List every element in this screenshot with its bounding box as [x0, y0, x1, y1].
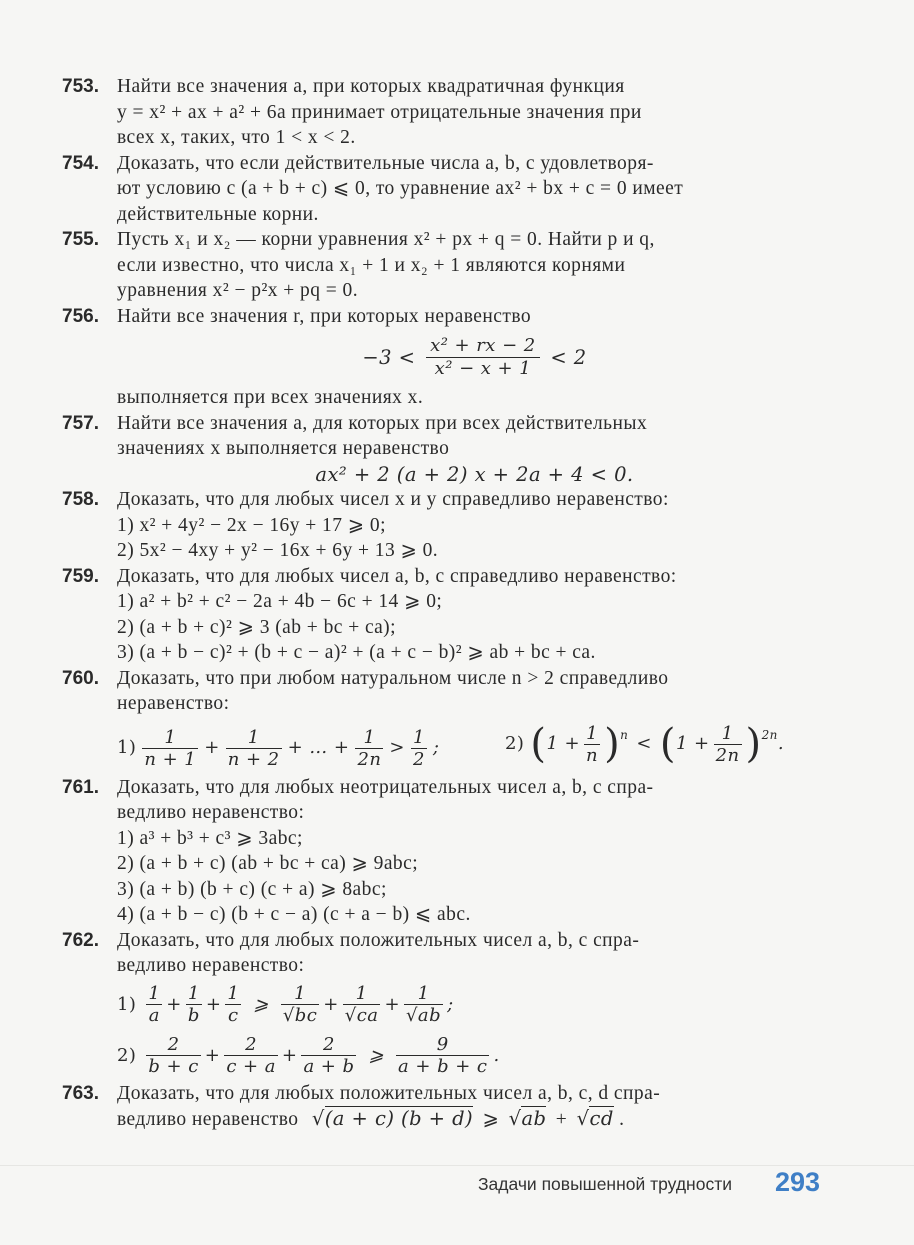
operator: + — [555, 1109, 568, 1130]
fraction — [355, 727, 383, 770]
problem-list — [62, 74, 832, 1133]
problem-text-line: Доказать, что для любых положительных чисел a, b, c, d спра- — [117, 1082, 661, 1104]
fraction — [146, 1034, 200, 1077]
problem-text-line: Пусть x₁ и x₂ — корни уравнения x² + px + q = 0. Найти p и q, — [117, 229, 655, 250]
plus-operator: + — [323, 993, 339, 1015]
plus-operator: + — [281, 1044, 298, 1066]
fraction-numerator: 1 — [148, 983, 161, 1004]
formula-term: 1 + — [675, 733, 710, 755]
fraction-numerator: 1 — [714, 723, 742, 745]
fraction — [225, 983, 241, 1026]
problem-number: 760. — [62, 667, 99, 689]
problem-text-line: ведливо неравенство: — [117, 802, 305, 823]
inequality-formula: ax² + 2 (a + 2) x + 2a + 4 < 0. — [315, 462, 634, 486]
sqrt-sign: √ — [508, 1107, 522, 1130]
subitem-label: 1) — [117, 737, 137, 759]
fraction — [404, 983, 443, 1026]
problem-text-line: y = x² + ax + a² + 6a принимает отрицательные значения при — [117, 101, 642, 123]
fraction-denominator: b + c — [148, 1056, 199, 1077]
problem-text-line: неравенство: — [117, 693, 230, 714]
problem-text-line: Доказать, что если действительные числа a, b, c удовлетворя- — [117, 152, 654, 174]
fraction — [301, 1034, 356, 1077]
problem-text-line: выполняется при всех значениях x. — [117, 387, 424, 408]
section-title: Задачи повышенной трудности — [477, 1174, 732, 1194]
fraction-numerator: 1 — [343, 983, 381, 1005]
sqrt-radicand: ab — [521, 1107, 547, 1130]
fraction — [396, 1034, 489, 1077]
problem-text-line: значениях x выполняется неравенство — [117, 438, 450, 459]
problem-number: 755. — [62, 229, 99, 250]
fraction-numerator: 1 — [412, 726, 425, 748]
fraction-numerator: 1 — [404, 983, 443, 1005]
fraction-denominator: a + b + c — [398, 1056, 488, 1077]
fraction-numerator: 2 — [146, 1034, 200, 1056]
paren-open: ( — [659, 721, 676, 767]
operator: > — [389, 737, 405, 759]
problem-762 — [62, 928, 832, 1081]
problem-text: ведливо неравенство — [117, 1109, 299, 1130]
problem-subitem: 1) x² + 4y² − 2x − 16y + 17 ⩾ 0; — [117, 514, 386, 536]
punctuation: ; — [447, 993, 454, 1015]
subitem-1 — [117, 979, 832, 1031]
problem-text-line: всех x, таких, что 1 < x < 2. — [117, 127, 356, 148]
problem-text-line: Доказать, что для любых чисел x и y справедливо неравенство: — [117, 489, 669, 510]
subitem-1 — [117, 727, 439, 770]
fraction-denominator: x² − x + 1 — [434, 358, 532, 379]
problem-subitem: 1) a² + b² + c² − 2a + 4b − 6c + 14 ⩾ 0; — [117, 591, 443, 612]
fraction — [226, 727, 282, 770]
paren-close: ) — [604, 721, 621, 767]
problem-text-line: Найти все значения a, при которых квадратичная функция — [117, 76, 625, 97]
problem-number: 759. — [62, 565, 99, 587]
sqrt-sign: √ — [576, 1107, 590, 1130]
fraction-denominator: c + a — [226, 1056, 276, 1077]
operator: < — [636, 733, 652, 755]
fraction-numerator: x² + rx − 2 — [426, 335, 540, 358]
fraction-denominator — [281, 1005, 319, 1026]
problem-753 — [62, 74, 832, 151]
fraction — [584, 723, 600, 766]
problem-756 — [62, 304, 832, 411]
problem-number: 763. — [62, 1082, 99, 1104]
plus-operator: + — [204, 1044, 221, 1066]
problem-last-line — [117, 1106, 832, 1133]
fraction-numerator: 2 — [301, 1034, 356, 1056]
punctuation: . — [777, 733, 785, 755]
fraction-numerator: 1 — [227, 983, 240, 1004]
sqrt-expression — [577, 1106, 614, 1130]
fraction — [224, 1034, 278, 1077]
fraction-denominator: n + 2 — [227, 748, 280, 770]
problem-text-line: Доказать, что при любом натуральном числе n > 2 справедливо — [117, 667, 669, 689]
fraction — [281, 983, 319, 1026]
fraction — [186, 983, 202, 1026]
sqrt-radicand: ca — [356, 1005, 379, 1026]
problem-subitem: 3) (a + b − c)² + (b + c − a)² + (a + c − b)² ⩾ ab + bc + ca. — [117, 642, 596, 663]
problem-text-line: ют условию c (a + b + c) ⩽ 0, то уравнение ax² + bx + c = 0 имеет — [117, 178, 684, 199]
problem-text-line: действительные корни. — [117, 203, 319, 225]
problem-number: 761. — [62, 776, 99, 798]
problem-subitem: 3) (a + b) (b + c) (c + a) ⩾ 8abc; — [117, 878, 387, 900]
fraction — [146, 983, 162, 1026]
inequality-formula — [117, 335, 832, 383]
plus-operator: + — [384, 993, 400, 1015]
fraction — [411, 727, 427, 770]
sqrt-sign: √ — [282, 1005, 295, 1026]
subitem-label: 2) — [117, 1044, 137, 1066]
problem-760 — [62, 666, 832, 775]
fraction — [426, 335, 540, 380]
paren-open: ( — [530, 721, 547, 767]
fraction-denominator: 2n — [357, 748, 382, 770]
fraction-denominator: 2 — [412, 748, 425, 770]
fraction — [343, 983, 381, 1026]
fraction — [142, 727, 198, 770]
problem-number: 762. — [62, 929, 99, 951]
problem-758 — [62, 487, 832, 564]
page-footer — [0, 1165, 914, 1206]
fraction-denominator: c — [228, 1005, 239, 1026]
formula-left: −3 < — [362, 345, 416, 369]
fraction-numerator: 1 — [226, 727, 282, 749]
problem-number: 758. — [62, 489, 99, 510]
fraction-numerator: 1 — [142, 727, 198, 749]
sqrt-radicand: ab — [417, 1005, 442, 1026]
fraction-numerator: 9 — [396, 1034, 489, 1056]
operator: + … + — [287, 737, 350, 759]
subitems-row — [117, 721, 832, 775]
fraction-denominator: b — [187, 1005, 200, 1026]
subitem-2 — [117, 1031, 832, 1081]
exponent: n — [620, 727, 629, 742]
problem-754 — [62, 151, 832, 228]
fraction-denominator — [343, 1005, 381, 1026]
sqrt-radicand: (a + c) (b + d) — [324, 1107, 474, 1130]
operator: ⩾ — [482, 1109, 500, 1130]
fraction-numerator: 1 — [281, 983, 319, 1005]
problem-757 — [62, 411, 832, 488]
formula-term: 1 + — [546, 733, 581, 755]
operator: ⩾ — [253, 993, 269, 1015]
problem-subitem: 4) (a + b − c) (b + c − a) (c + a − b) ⩽ abc. — [117, 904, 471, 925]
problem-number: 754. — [62, 152, 99, 174]
fraction-numerator: 1 — [186, 983, 202, 1005]
problem-text-line: Доказать, что для любых положительных чисел a, b, c спра- — [117, 929, 640, 951]
problem-number: 756. — [62, 305, 99, 327]
problem-subitem: 2) (a + b + c) (ab + bc + ca) ⩾ 9abc; — [117, 853, 419, 874]
plus-operator: + — [205, 993, 222, 1015]
paren-close: ) — [745, 721, 762, 767]
problem-755 — [62, 227, 832, 304]
problem-text-line: Доказать, что для любых чисел a, b, c справедливо неравенство: — [117, 565, 677, 587]
fraction-denominator: n — [586, 744, 599, 766]
problem-text-line: если известно, что числа x₁ + 1 и x₂ + 1 являются корнями — [117, 254, 626, 276]
problem-text-line: Найти все значения a, для которых при всех действительных — [117, 412, 648, 434]
sqrt-expression — [312, 1107, 473, 1130]
punctuation: ; — [432, 737, 440, 759]
sqrt-expression — [509, 1106, 547, 1130]
problem-subitem: 2) (a + b + c)² ⩾ 3 (ab + bc + ca); — [117, 616, 396, 638]
page-number: 293 — [774, 1167, 820, 1197]
problem-number: 753. — [62, 76, 99, 97]
subitem-2 — [505, 723, 784, 766]
subitem-label: 1) — [117, 993, 137, 1015]
fraction-numerator: 1 — [584, 723, 600, 745]
problem-text-line: Доказать, что для любых неотрицательных чисел a, b, c спра- — [117, 776, 654, 798]
problem-text-line: уравнения x² − p²x + pq = 0. — [117, 280, 359, 301]
fraction-numerator: 1 — [355, 727, 383, 749]
fraction-denominator: a + b — [303, 1056, 355, 1077]
formula-right: < 2 — [550, 345, 587, 369]
sqrt-radicand: cd — [589, 1107, 614, 1130]
problem-text-line: Найти все значения r, при которых неравенство — [117, 305, 532, 327]
operator: + — [204, 737, 220, 759]
problem-number: 757. — [62, 412, 99, 434]
exponent: 2n — [761, 727, 778, 742]
sqrt-sign: √ — [311, 1107, 325, 1130]
problem-subitem: 2) 5x² − 4xy + y² − 16x + 6y + 13 ⩾ 0. — [117, 540, 439, 561]
sqrt-sign: √ — [405, 1005, 418, 1026]
operator: ⩾ — [368, 1044, 385, 1066]
sqrt-sign: √ — [344, 1005, 357, 1026]
problem-text-line: ведливо неравенство: — [117, 955, 305, 976]
plus-operator: + — [166, 993, 182, 1015]
sqrt-radicand: bc — [294, 1005, 318, 1026]
fraction-numerator: 2 — [224, 1034, 278, 1056]
problem-761 — [62, 775, 832, 928]
problem-759 — [62, 564, 832, 666]
fraction-denominator: 2n — [715, 744, 740, 766]
punctuation: . — [619, 1109, 625, 1130]
subitem-label: 2) — [505, 733, 525, 755]
fraction-denominator: a — [148, 1005, 160, 1026]
fraction — [714, 723, 742, 766]
problem-subitem: 1) a³ + b³ + c³ ⩾ 3abc; — [117, 827, 303, 849]
problem-763 — [62, 1081, 832, 1133]
punctuation: . — [493, 1044, 500, 1066]
fraction-denominator — [404, 1005, 443, 1026]
fraction-denominator: n + 1 — [144, 748, 197, 770]
